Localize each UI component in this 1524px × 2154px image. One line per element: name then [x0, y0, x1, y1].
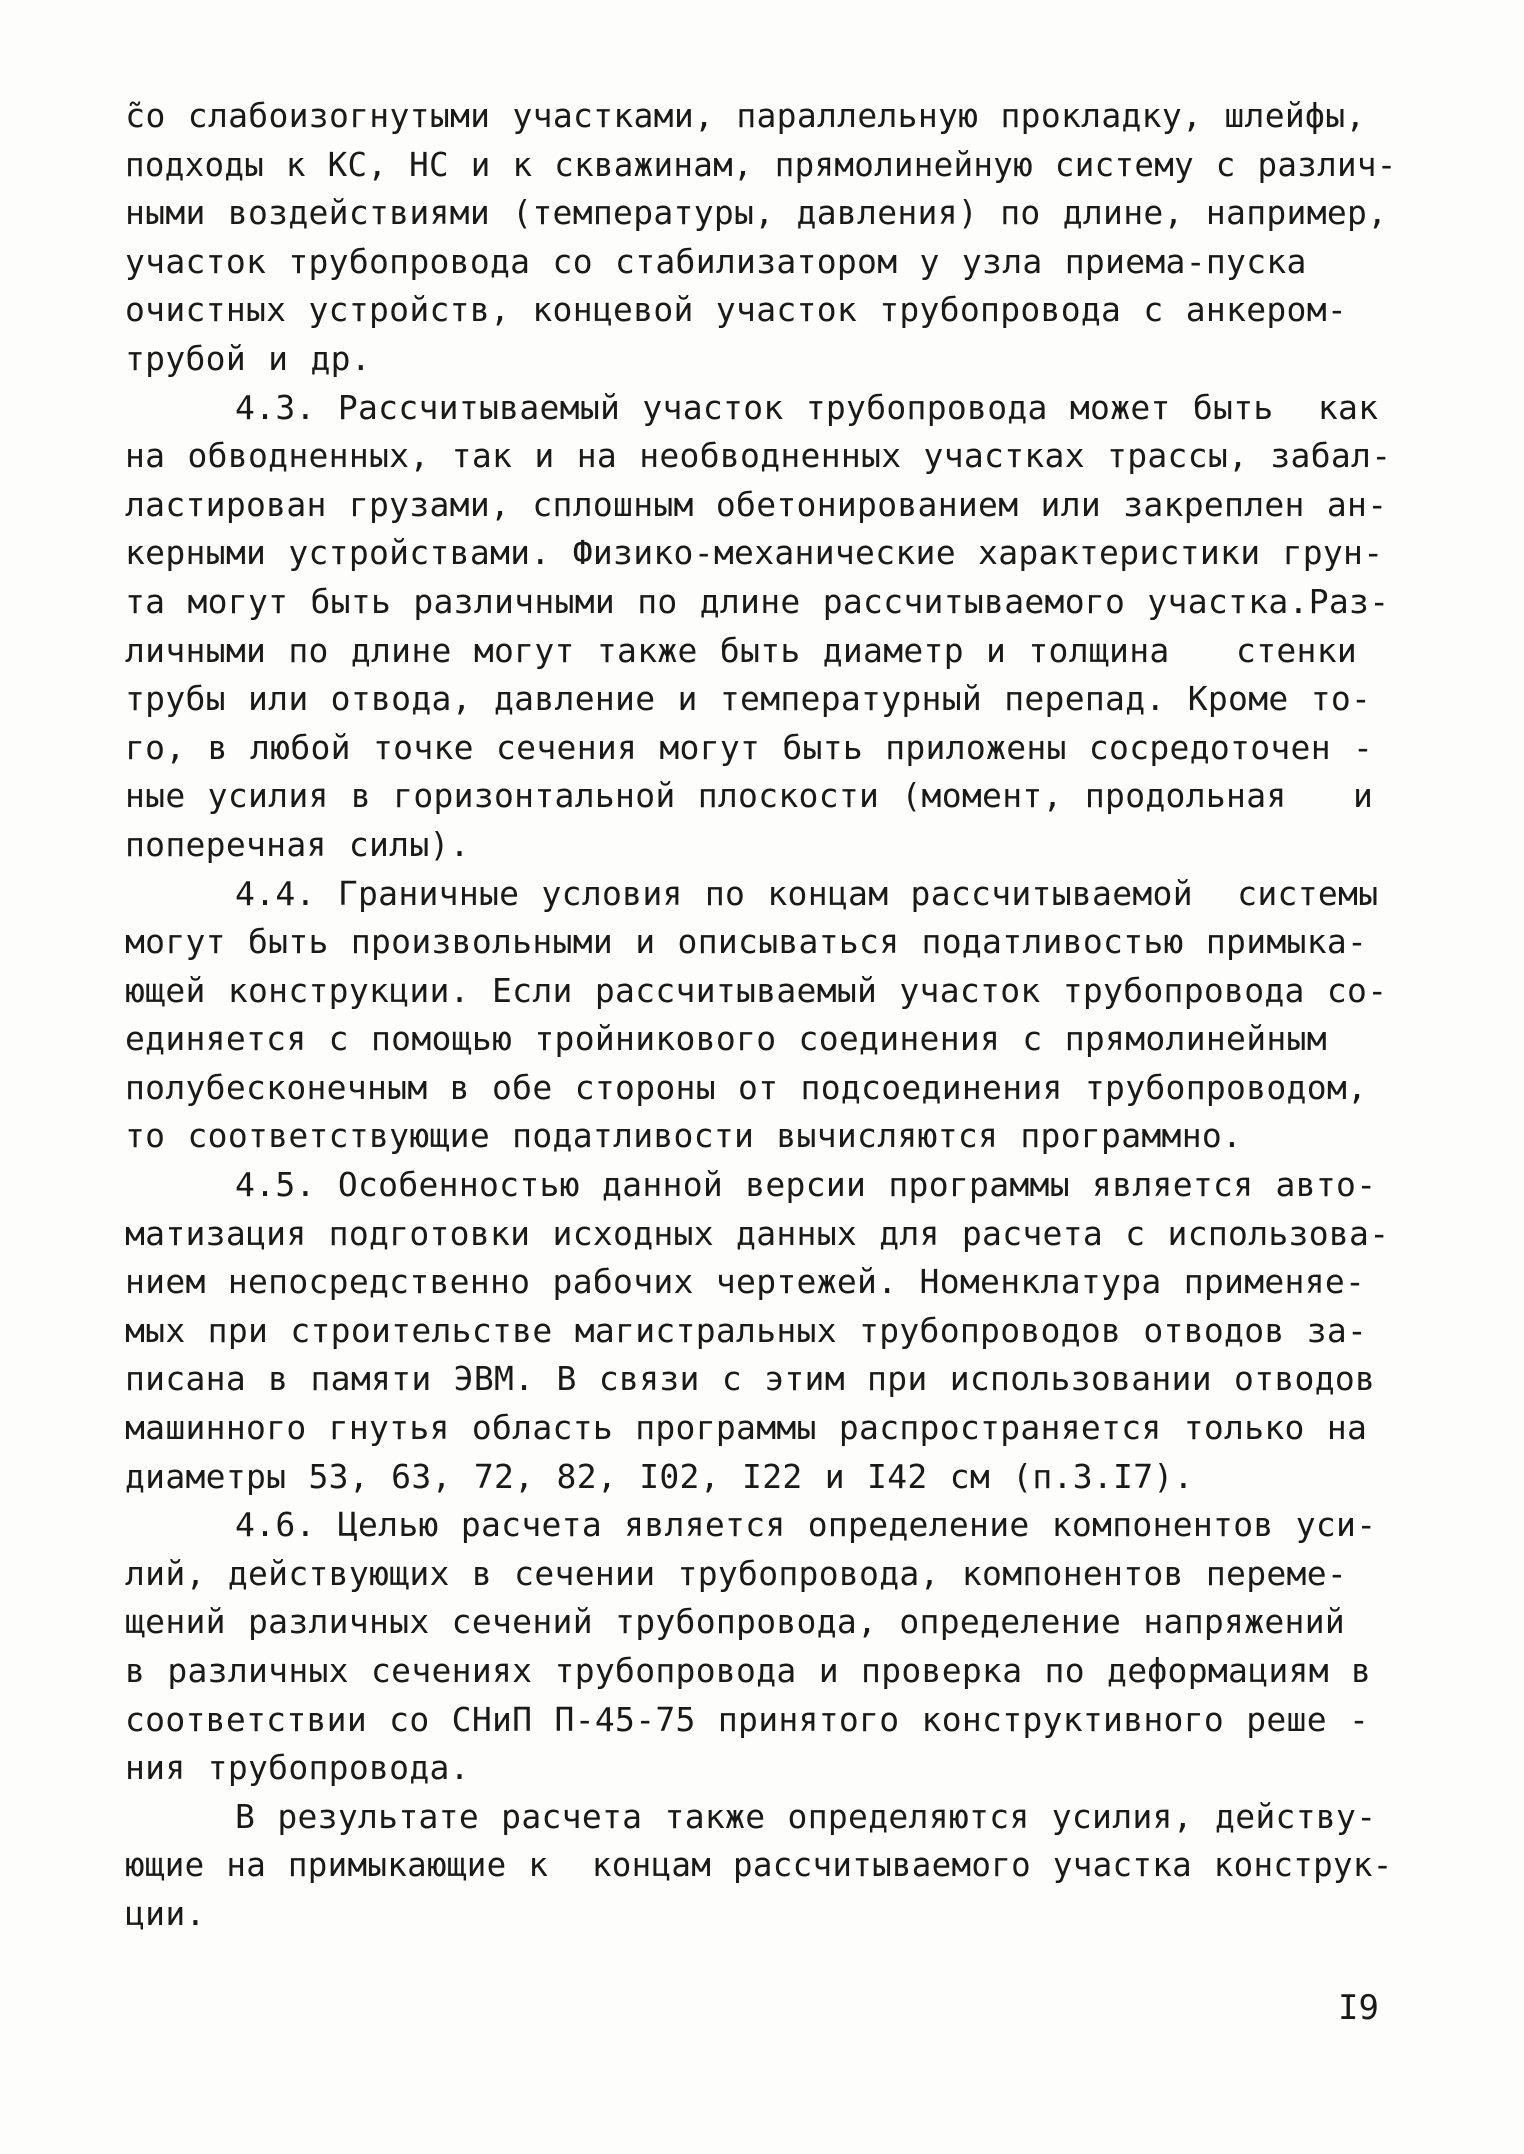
paragraph-first-line: 4.3. Рассчитываемый участок трубопровода может быть как	[235, 387, 1379, 427]
text-line: та могут быть различными по длине рассчитываемого участка.Раз-	[125, 581, 1390, 621]
text-line: мых при строительстве магистральных трубопроводов отводов за-	[125, 1310, 1368, 1350]
text-line: ющие на примыкающие к концам рассчитываемого участка конструк-	[125, 1846, 1393, 1885]
text-line: на обводненных, так и на необводненных участках трассы, забал-	[125, 436, 1392, 476]
text-line: участок трубопровода со стабилизатором у узла приема-пуска	[125, 241, 1307, 281]
text-line: нием непосредственно рабочих чертежей. Номенклатура применяе-	[125, 1262, 1366, 1302]
paragraph-first-line: 4.4. Граничные условия по концам рассчитываемой системы	[235, 873, 1379, 913]
paragraph-first-line: В результате расчета также определяются усилия, действу-	[235, 1796, 1377, 1836]
text-line: керными устройствами. Физико-механические характеристики грун-	[125, 533, 1384, 573]
text-line: лий, действующих в сечении трубопровода, компонентов переме-	[125, 1553, 1348, 1593]
text-line: могут быть произвольными и описываться податливостью примыка-	[125, 922, 1368, 962]
text-line: ными воздействиями (температуры, давления) по длине, например,	[125, 193, 1388, 233]
text-line: ные усилия в горизонтальной плоскости (момент, продольная и	[125, 776, 1374, 816]
text-line: го, в любой точке сечения могут быть приложены сосредоточен -	[125, 727, 1374, 767]
text-line: трубой и др.	[125, 338, 372, 378]
text-line: машинного гнутья область программы распространяется только на	[125, 1408, 1368, 1448]
text-line: ния трубопровода.	[125, 1748, 470, 1788]
text-line: личными по длине могут также быть диаметр и толщина стенки	[125, 630, 1358, 670]
text-line: единяется с помощью тройникового соединения с прямолинейным	[125, 1019, 1327, 1059]
text-line: ластирован грузами, сплошным обетонированием или закреплен ан-	[125, 484, 1388, 524]
body-text	[125, 92, 1410, 1939]
text-line: ющей конструкции. Если рассчитываемый участок трубопровода со-	[125, 970, 1388, 1010]
text-line: подходы к КС, НС и к скважинам, прямолинейную систему с различ-	[125, 145, 1397, 184]
paragraph-first-line: 4.6. Целью расчета является определение компонентов уси-	[235, 1505, 1377, 1545]
text-line: ̃со слабоизогнутыми участками, параллельную прокладку, шлейфы,	[125, 96, 1366, 135]
paragraph-first-line: 4.5. Особенностью данной версии программы является авто-	[235, 1165, 1377, 1205]
text-line: писана в памяти ЭВМ. В связи с этим при использовании отводов	[125, 1359, 1376, 1399]
text-line: щений различных сечений трубопровода, определение напряжений	[125, 1602, 1346, 1642]
page-number: I9	[1338, 1988, 1379, 2028]
text-line: то соответствующие податливости вычисляются программно.	[125, 1116, 1243, 1156]
text-line: полубесконечным в обе стороны от подсоединения трубопроводом,	[125, 1067, 1368, 1107]
text-line: ции.	[125, 1893, 206, 1933]
text-line: матизация подготовки исходных данных для расчета с использова-	[125, 1213, 1390, 1253]
text-line: в различных сечениях трубопровода и проверка по деформациям в	[125, 1651, 1372, 1690]
text-line: соответствии со СНиП П-45-75 принятого конструктивного реше -	[125, 1699, 1370, 1739]
text-line: очистных устройств, концевой участок трубопровода с анкером-	[125, 290, 1348, 330]
text-line: поперечная силы).	[125, 824, 470, 864]
text-line: диаметры 53, 63, 72, 82, I02, I22 и I42 см (п.3.I7).	[125, 1456, 1194, 1496]
text-line: трубы или отвода, давление и температурный перепад. Кроме то-	[125, 679, 1372, 719]
